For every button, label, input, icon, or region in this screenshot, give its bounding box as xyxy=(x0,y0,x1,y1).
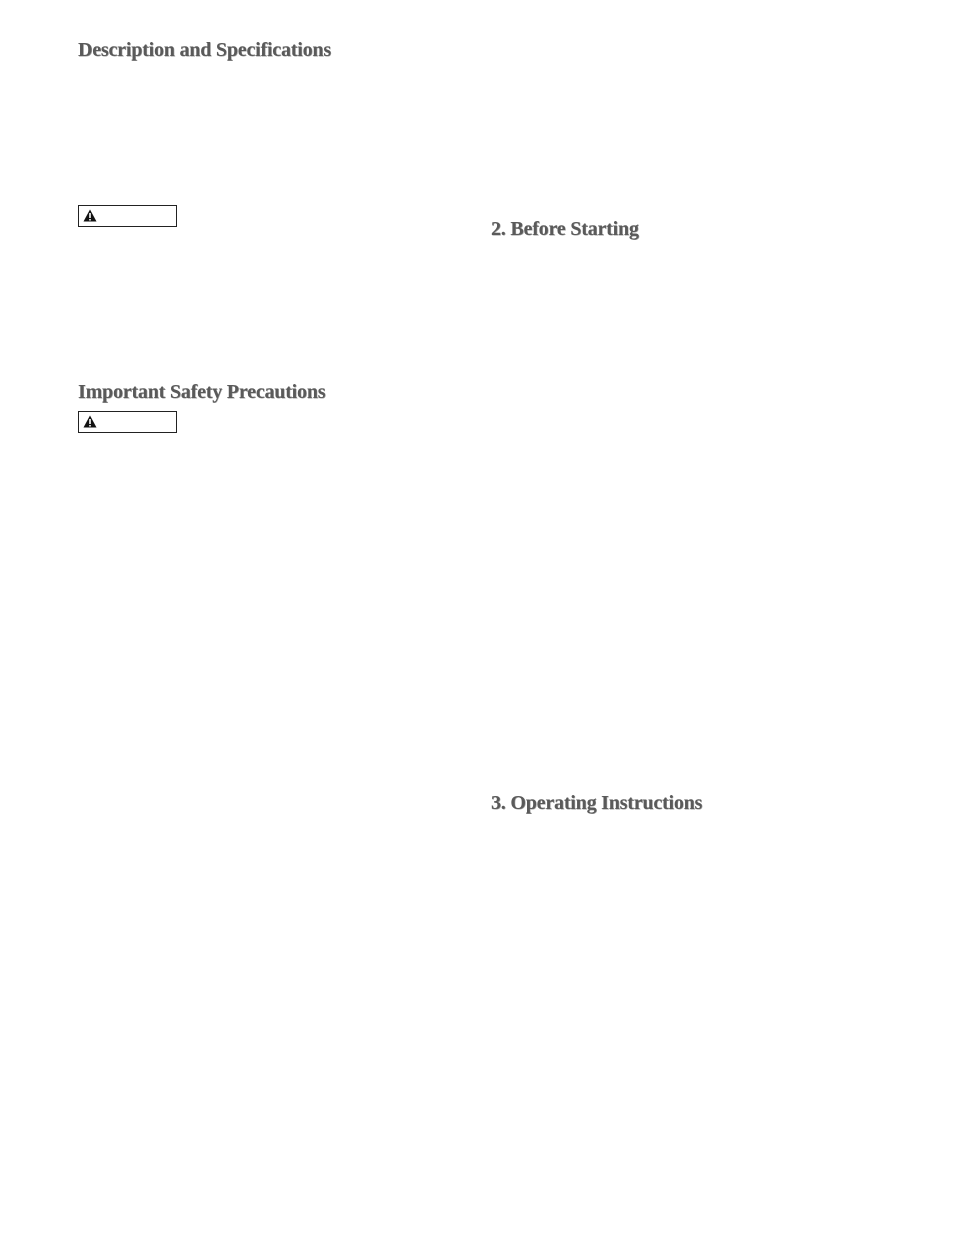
safety-precautions-heading: Important Safety Precautions xyxy=(78,381,326,403)
warning-triangle-icon xyxy=(83,415,97,428)
warning-triangle-icon xyxy=(83,209,97,222)
before-starting-heading: 2. Before Starting xyxy=(491,218,639,240)
warning-label-box xyxy=(78,411,177,433)
warning-label-box xyxy=(78,205,177,227)
operating-instructions-heading: 3. Operating Instructions xyxy=(491,792,703,814)
description-specifications-heading: Description and Specifications xyxy=(78,39,331,61)
